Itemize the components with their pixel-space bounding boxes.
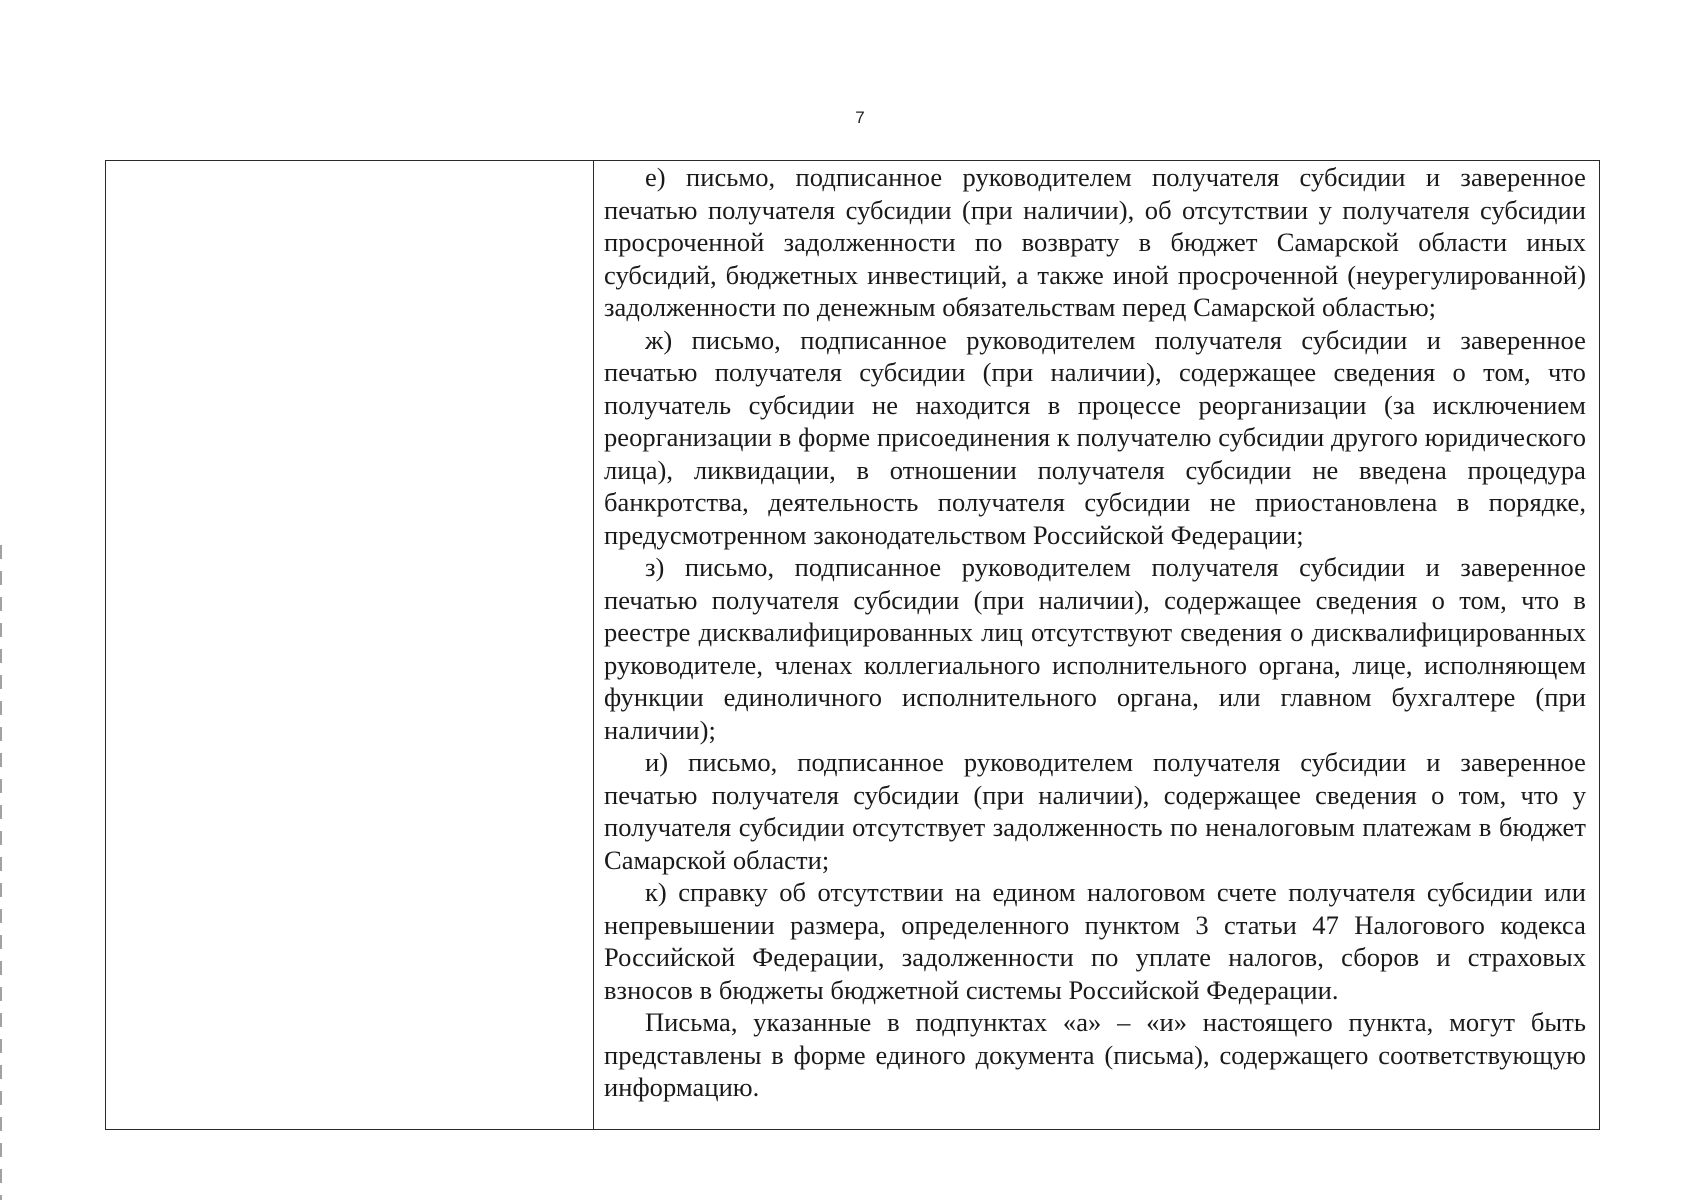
paragraph-i: и) письмо, подписанное руководителем получателя субсидии и заверенное печатью получателя субсидии (при наличии), содержащее сведения о том, что у получателя субсидии отсутствует задолженность по неналоговым платежам в бюджет Самарской области;: [604, 747, 1586, 875]
paragraph-letters-note: Письма, указанные в подпунктах «а» – «и» настоящего пункта, могут быть представлены в форме единого документа (письма), содержащего соответствующую информацию.: [604, 1007, 1586, 1102]
paragraph-e: е) письмо, подписанное руководителем получателя субсидии и заверенное печатью получателя субсидии (при наличии), об отсутствии у получателя субсидии просроченной задолженности по возврату в бюджет Самарской области иных субсидий, бюджетных инвестиций, а также иной просроченной (неурегулированной) задолженности по денежным обязательствам перед Самарской областью;: [604, 162, 1586, 322]
document-table: [105, 160, 1600, 1130]
left-table-cell: [106, 161, 593, 1129]
paragraph-zh: ж) письмо, подписанное руководителем получателя субсидии и заверенное печатью получателя субсидии (при наличии), содержащее сведения о том, что получатель субсидии не находится в процессе реорганизации (за исключением реорганизации в форме присоединения к получателю субсидии другого юридического лица), ликвидации, в отношении получателя субсидии не введена процедура банкротства, деятельность получателя субсидии не приостановлена в порядке, предусмотренном законодательством Российской Федерации;: [604, 324, 1586, 550]
right-table-cell: [604, 161, 1586, 1129]
page-number: 7: [855, 108, 865, 127]
column-divider: [593, 161, 594, 1129]
scan-edge-mark: [0, 545, 2, 1200]
paragraph-k: к) справку об отсутствии на едином налоговом счете получателя субсидии или непревышении размера, определенного пунктом 3 статьи 47 Налогового кодекса Российской Федерации, задолженности по уплате налогов, сборов и страховых взносов в бюджеты бюджетной системы Российской Федерации.: [604, 877, 1586, 1005]
paragraph-z: з) письмо, подписанное руководителем получателя субсидии и заверенное печатью получателя субсидии (при наличии), содержащее сведения о том, что в реестре дисквалифицированных лиц отсутствуют сведения о дисквалифицированных руководителе, членах коллегиального исполнительного органа, лице, исполняющем функции единоличного исполнительного органа, или главном бухгалтере (при наличии);: [604, 552, 1586, 745]
